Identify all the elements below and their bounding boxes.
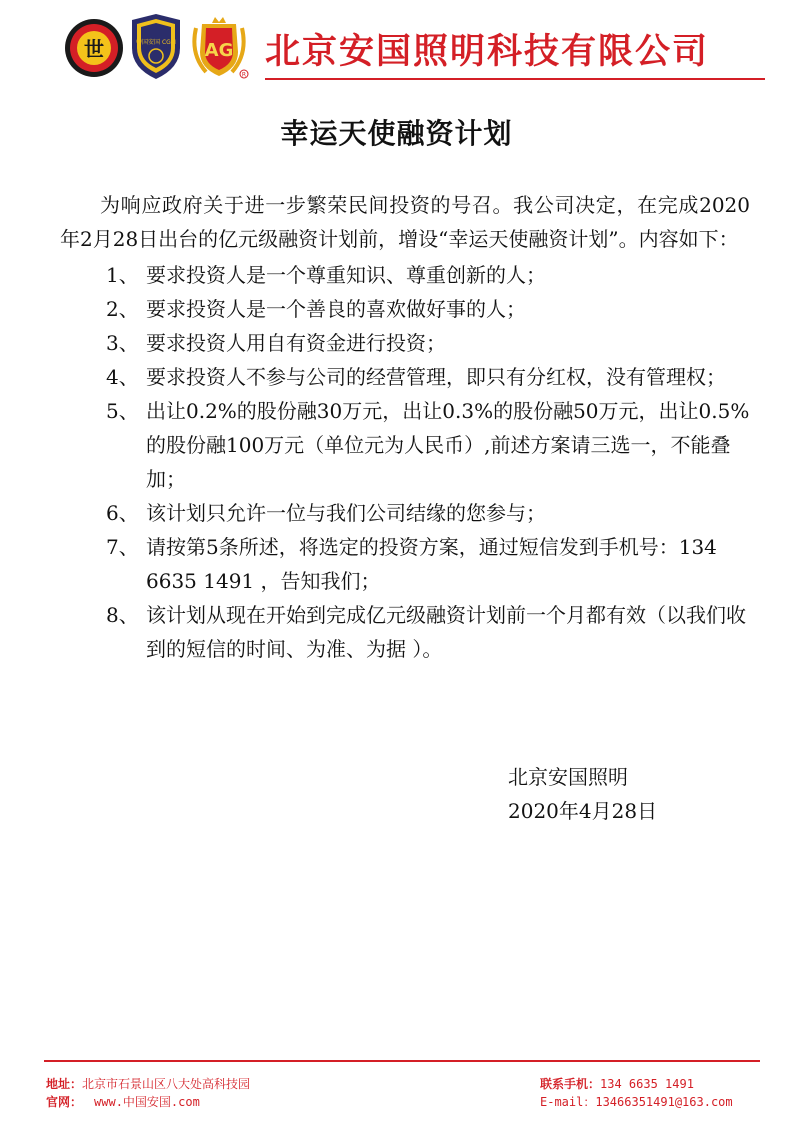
list-item bbox=[60, 258, 750, 292]
footer-email bbox=[540, 1093, 733, 1110]
svg-text:R: R bbox=[241, 71, 247, 79]
list-item bbox=[60, 326, 750, 360]
list-item-number: 2、 bbox=[106, 297, 139, 321]
list-item-text: 出让0.2%的股份融30万元，出让0.3%的股份融50万元，出让0.5%的股份融100万元（单位元为人民币）,前述方案请三选一，不能叠加； bbox=[146, 399, 750, 491]
ag-badge-logo bbox=[188, 14, 250, 80]
list-item bbox=[60, 292, 750, 326]
letterhead bbox=[0, 0, 793, 90]
list-item-text: 请按第5条所述，将选定的投资方案，通过短信发到手机号：134 6635 1491 ，告知我们； bbox=[146, 535, 717, 593]
email-link[interactable]: 13466351491@163.com bbox=[595, 1095, 733, 1109]
signature-org: 北京安国照明 bbox=[508, 765, 628, 789]
circle-emblem-logo-text: 世 bbox=[84, 37, 104, 61]
footer-phone bbox=[540, 1075, 694, 1092]
shield-crest-logo-text: 中国安国 CGM bbox=[136, 39, 176, 46]
address-label: 地址： bbox=[46, 1077, 83, 1091]
document-body bbox=[60, 188, 750, 666]
list-item-number: 3、 bbox=[106, 331, 139, 355]
signature-date: 2020年4月28日 bbox=[508, 799, 658, 823]
list-item bbox=[60, 360, 750, 394]
list-item-text: 要求投资人是一个尊重知识、尊重创新的人； bbox=[146, 263, 546, 287]
list-item-text: 要求投资人是一个善良的喜欢做好事的人； bbox=[146, 297, 526, 321]
shield-crest-logo bbox=[128, 14, 184, 80]
list-item-number: 1、 bbox=[106, 263, 139, 287]
list-item-number: 6、 bbox=[106, 501, 139, 525]
website-link[interactable]: www.中国安国.com bbox=[94, 1095, 200, 1109]
list-item bbox=[60, 496, 750, 530]
address-value: 北京市石景山区八大处高科技园 bbox=[82, 1077, 251, 1091]
list-item-number: 8、 bbox=[106, 603, 139, 627]
circle-emblem-logo bbox=[64, 18, 124, 78]
document-title: 幸运天使融资计划 bbox=[280, 117, 513, 150]
list-item bbox=[60, 598, 750, 666]
list-item-text: 要求投资人不参与公司的经营管理，即只有分红权，没有管理权； bbox=[146, 365, 726, 389]
website-label: 官网： bbox=[46, 1095, 83, 1109]
list-item-number: 4、 bbox=[106, 365, 139, 389]
company-name: 北京安国照明科技有限公司 bbox=[265, 32, 710, 72]
signature-block bbox=[508, 760, 657, 828]
list-item-number: 5、 bbox=[106, 399, 139, 423]
header-divider bbox=[265, 78, 765, 80]
list-item-text: 该计划只允许一位与我们公司结缘的您参与； bbox=[146, 501, 546, 525]
footer-website bbox=[46, 1093, 200, 1110]
footer-address bbox=[46, 1075, 250, 1092]
phone-value: 134 6635 1491 bbox=[600, 1077, 694, 1091]
list-item bbox=[60, 394, 750, 496]
email-label: E-mail： bbox=[540, 1095, 596, 1109]
intro-paragraph: 为响应政府关于进一步繁荣民间投资的号召。我公司决定，在完成2020年2月28日出台的亿元级融资计划前，增设“幸运天使融资计划”。内容如下： bbox=[60, 193, 750, 251]
list-item-text: 要求投资人用自有资金进行投资； bbox=[146, 331, 446, 355]
list-item bbox=[60, 530, 750, 598]
list-item-text: 该计划从现在开始到完成亿元级融资计划前一个月都有效（以我们收到的短信的时间、为准、为据 ）。 bbox=[146, 603, 746, 661]
footer-divider bbox=[44, 1060, 760, 1062]
list-item-number: 7、 bbox=[106, 535, 139, 559]
phone-label: 联系手机： bbox=[540, 1077, 601, 1091]
ag-badge-logo-text: AG bbox=[204, 40, 234, 61]
